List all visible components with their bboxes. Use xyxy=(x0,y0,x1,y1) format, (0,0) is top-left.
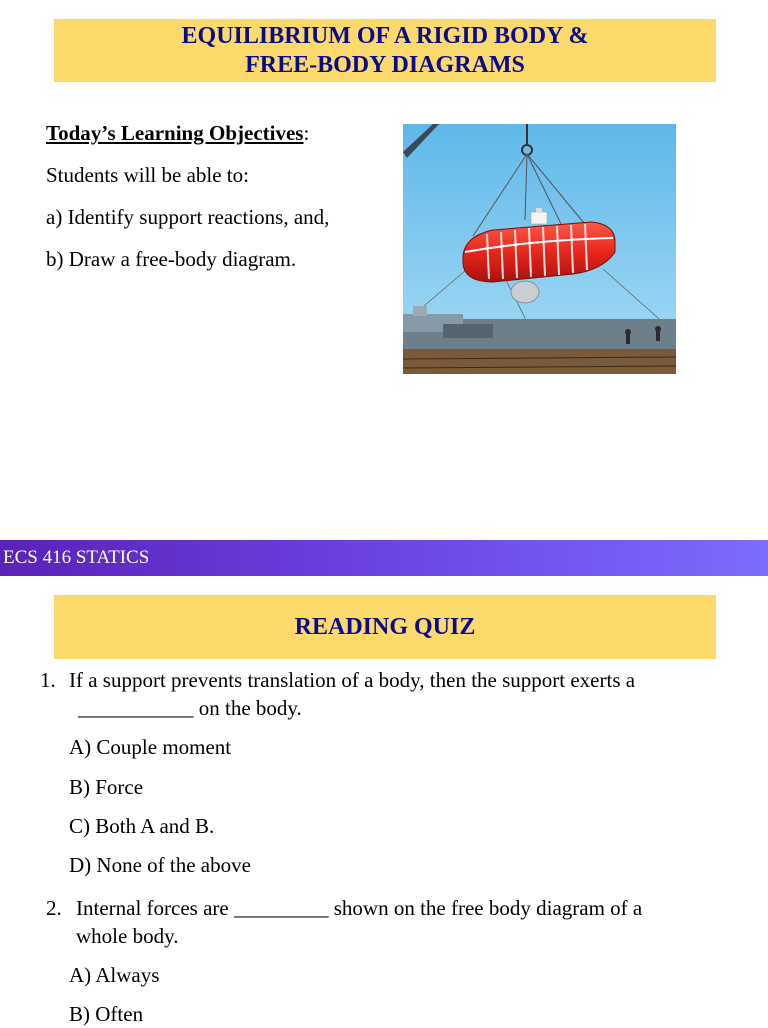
question-2-option-b: B) Often xyxy=(69,1002,144,1026)
course-footer-band xyxy=(0,540,768,576)
question-2-line-2: whole body. xyxy=(76,924,179,948)
question-1-option-b: B) Force xyxy=(69,775,144,799)
course-name: ECS 416 STATICS xyxy=(3,547,150,568)
question-1-option-a: A) Couple moment xyxy=(69,735,232,759)
slide-reading-quiz xyxy=(0,576,768,1024)
slide-title-line-2: FREE-BODY DIAGRAMS xyxy=(245,52,525,78)
question-1-line-2: ___________ on the body. xyxy=(78,696,302,720)
learning-objectives xyxy=(46,121,329,289)
question-1-option-c: C) Both A and B. xyxy=(69,814,215,838)
objectives-intro: Students will be able to: xyxy=(46,163,249,187)
question-1-line-1: If a support prevents translation of a body, then the support exerts a xyxy=(69,668,636,692)
objectives-colon: : xyxy=(303,121,310,145)
slide-title-box xyxy=(54,19,716,82)
question-1-option-d: D) None of the above xyxy=(69,853,251,877)
submersible-photo xyxy=(403,124,676,374)
slide-title-line-1: EQUILIBRIUM OF A RIGID BODY & xyxy=(181,23,589,49)
question-2-option-a: A) Always xyxy=(69,963,160,987)
objective-a: a) Identify support reactions, and, xyxy=(46,205,330,229)
objective-b: b) Draw a free-body diagram. xyxy=(46,247,297,271)
quiz-title: READING QUIZ xyxy=(294,614,476,640)
objectives-heading: Today’s Learning Objectives xyxy=(46,121,304,145)
question-2-line-1: Internal forces are _________ shown on the free body diagram of a xyxy=(76,896,643,920)
question-1-number: 1. xyxy=(40,668,56,692)
question-2-number: 2. xyxy=(46,896,62,920)
quiz-title-box xyxy=(54,595,716,659)
